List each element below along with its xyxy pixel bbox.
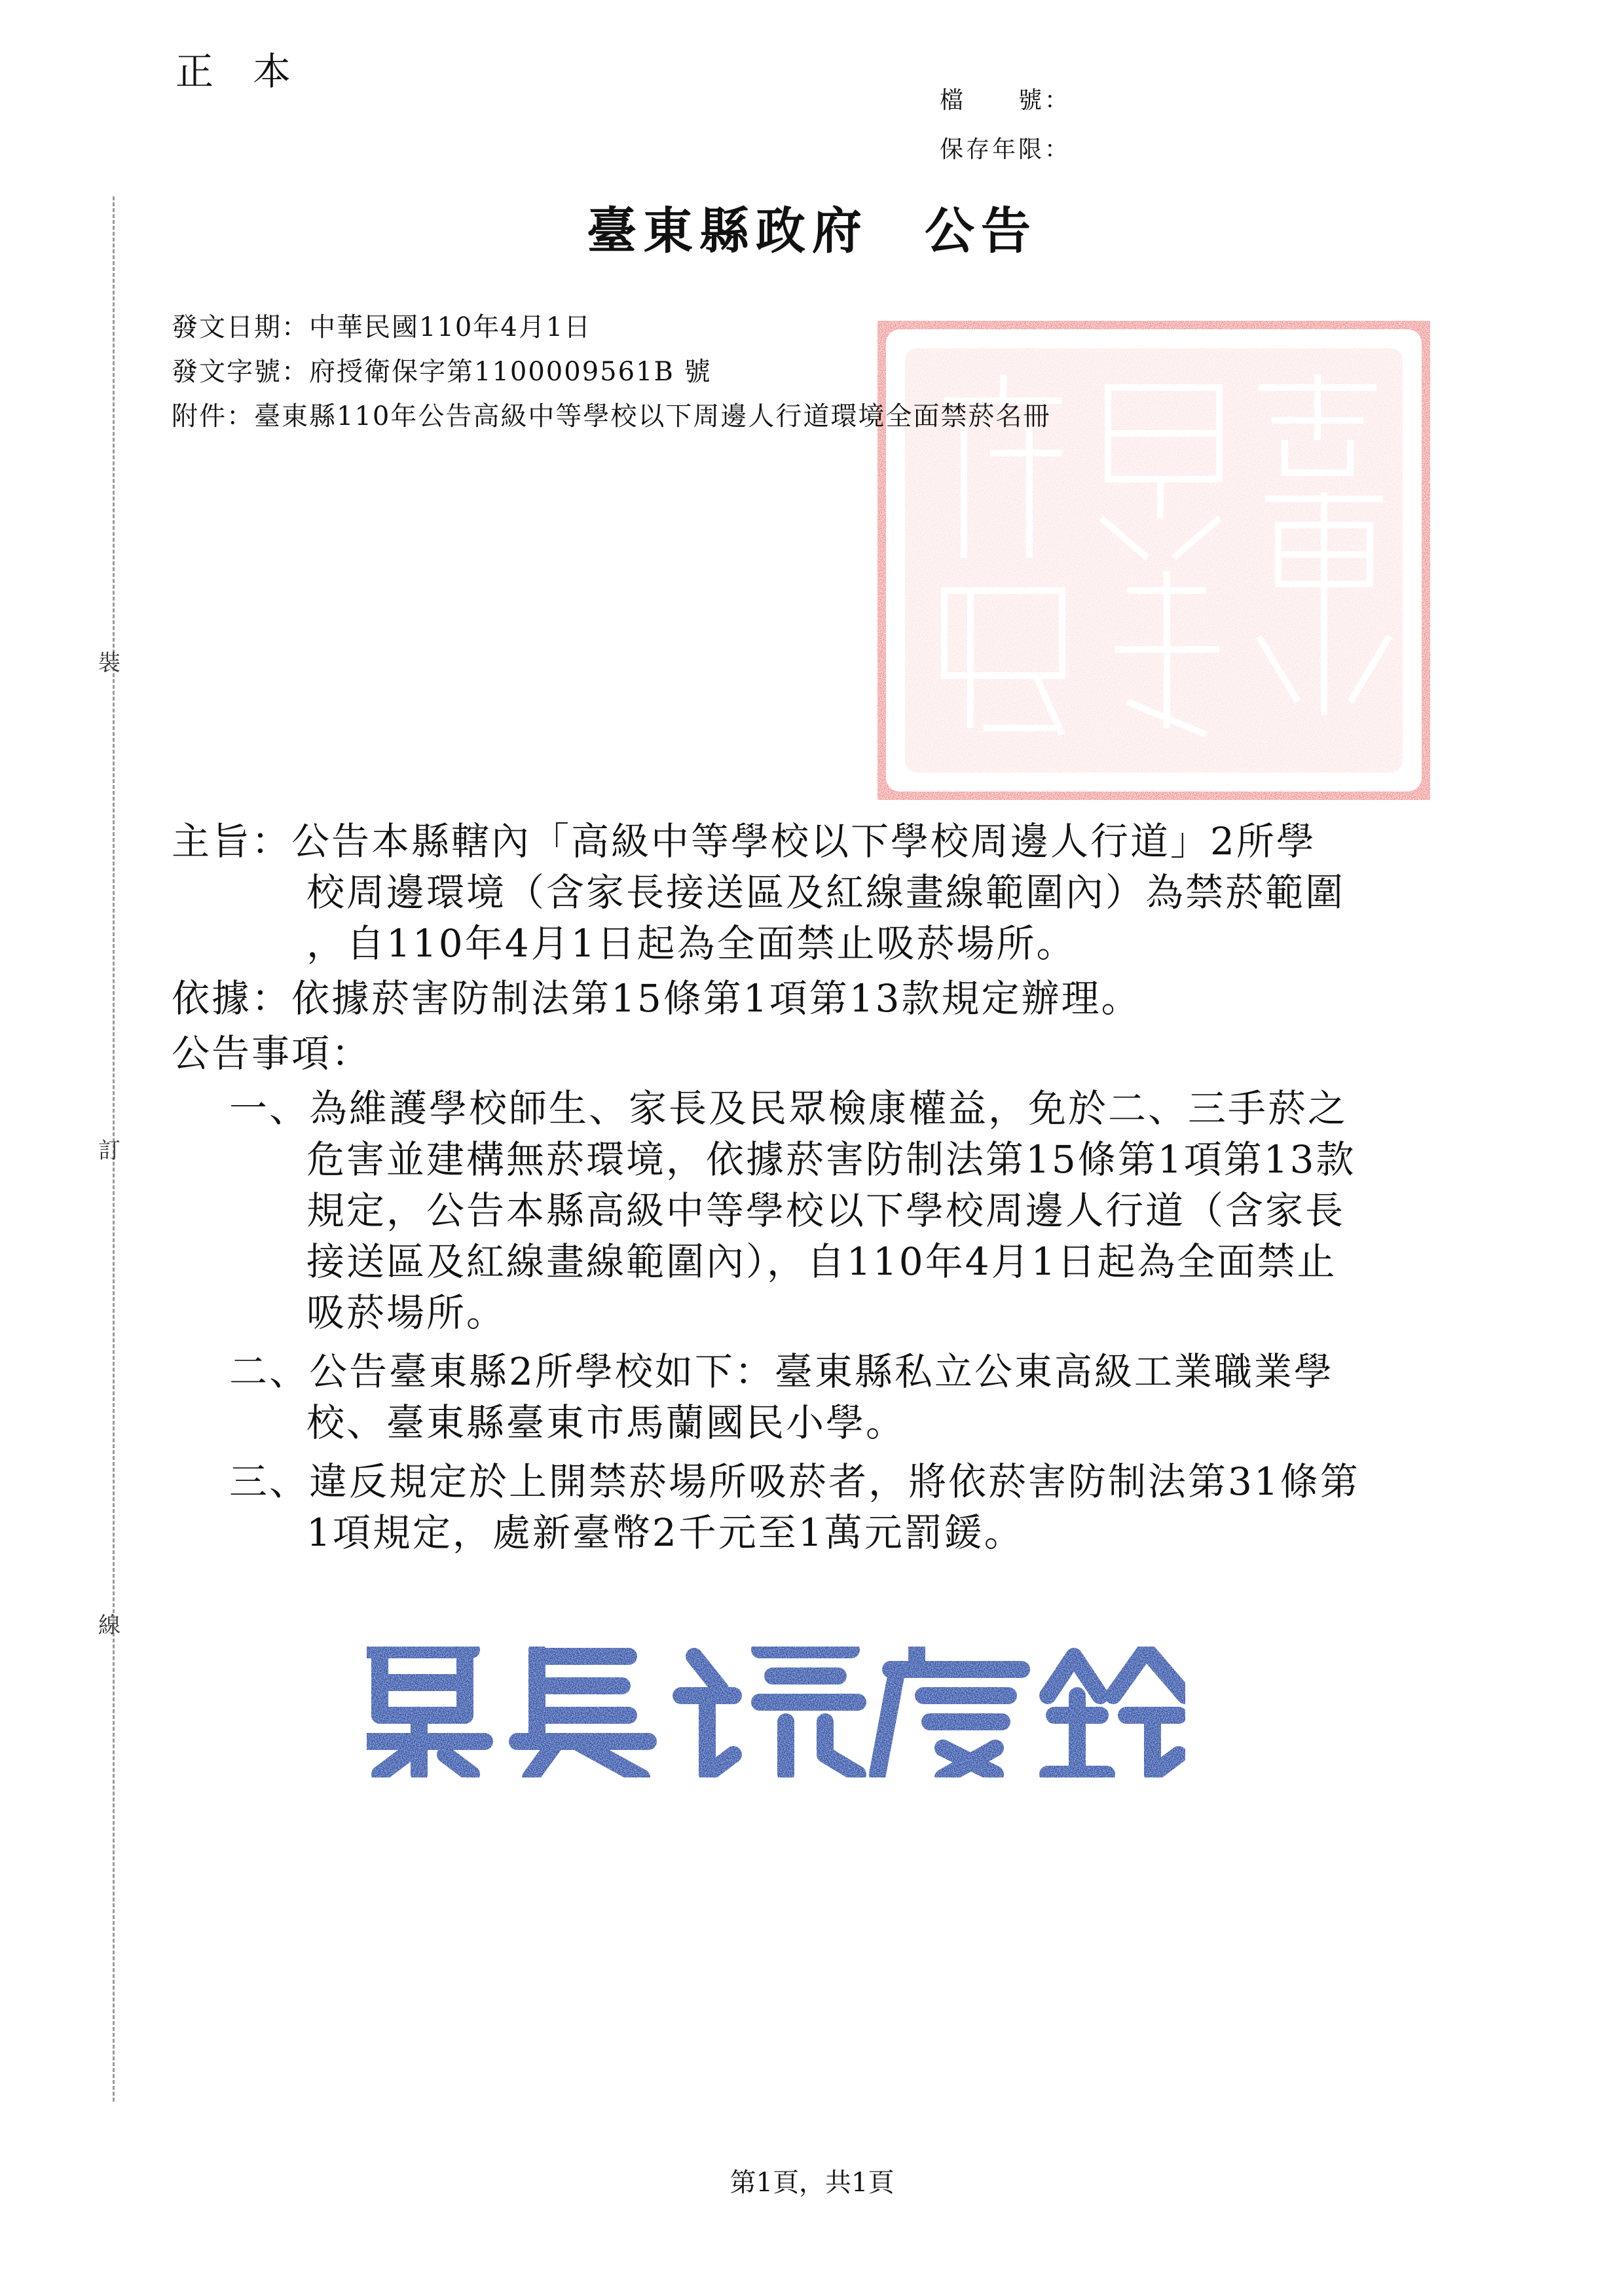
item2-line-2: 校、臺東縣臺東市馬蘭國民小學。 <box>306 1400 906 1445</box>
official-seal <box>866 309 1442 812</box>
item1-line-2: 危害並建構無菸環境，依據菸害防制法第15條第1項第13款 <box>306 1137 1356 1182</box>
subject-line-3: ，自110年4月1日起為全面禁止吸菸場所。 <box>306 921 1077 966</box>
document-title: 臺東縣政府 公告 <box>587 202 1037 260</box>
binding-char-xian: 線 <box>98 1613 120 1639</box>
item2-line-1: 二、公告臺東縣2所學校如下：臺東縣私立公東高級工業職業學 <box>229 1349 1334 1394</box>
items-heading: 公告事項： <box>172 1031 372 1076</box>
item3-line-1: 三、違反規定於上開禁菸場所吸菸者，將依菸害防制法第31條第 <box>229 1459 1360 1504</box>
page-number: 第1頁，共1頁 <box>729 2168 895 2198</box>
binding-char-ding: 訂 <box>98 1138 120 1164</box>
magistrate-signature-stamp <box>341 1624 1205 1787</box>
item1-line-4: 接送區及紅線畫線範圍內），自110年4月1日起為全面禁止 <box>306 1239 1337 1284</box>
attachment-line: 附件：臺東縣110年公告高級中等學校以下周邊人行道環境全面禁菸名冊 <box>172 401 1051 431</box>
original-copy-mark: 正本 <box>175 49 331 94</box>
item3-line-2: 1項規定，處新臺幣2千元至1萬元罰鍰。 <box>306 1510 1024 1555</box>
archive-number-label: 檔 號： <box>940 87 1071 114</box>
subject-line-1: 主旨：公告本縣轄內「高級中等學校以下學校周邊人行道」2所學 <box>172 819 1316 864</box>
item1-line-5: 吸菸場所。 <box>306 1290 507 1335</box>
item1-line-1: 一、為維護學校師生、家長及民眾檢康權益，免於二、三手菸之 <box>229 1086 1348 1131</box>
retention-period-label: 保存年限： <box>940 136 1071 163</box>
document-number: 發文字號：府授衛保字第1100009561B 號 <box>172 357 712 387</box>
subject-line-2: 校周邊環境（含家長接送區及紅線畫線範圍內）為禁菸範圍 <box>306 870 1346 915</box>
binding-char-zhuang: 裝 <box>98 650 120 676</box>
item1-line-3: 規定，公告本縣高級中等學校以下學校周邊人行道（含家長 <box>306 1188 1346 1233</box>
basis-line: 依據：依據菸害防制法第15條第1項第13款規定辦理。 <box>172 976 1141 1021</box>
issue-date: 發文日期：中華民國110年4月1日 <box>172 312 592 342</box>
